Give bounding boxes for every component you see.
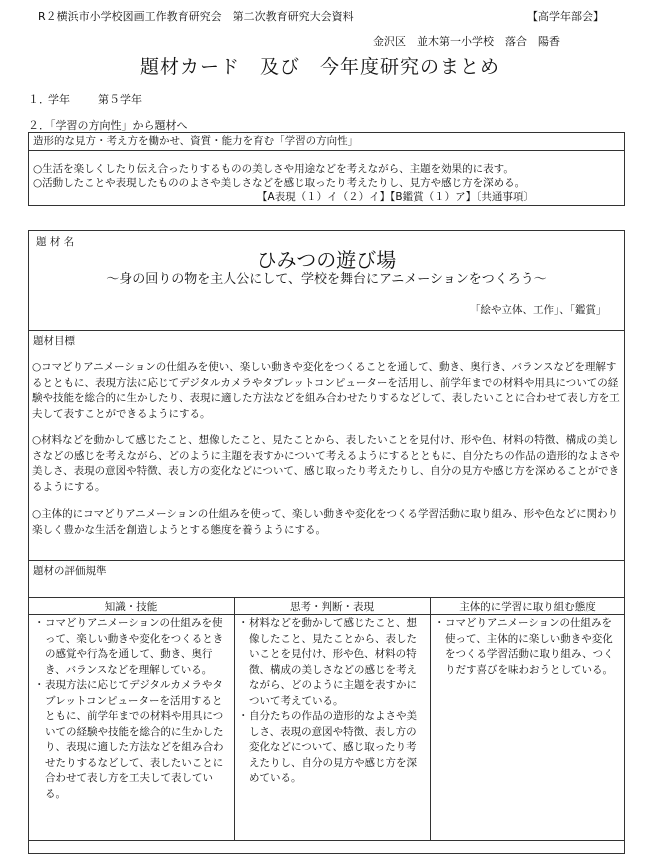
learning-direction-heading: 造形的な見方・考え方を働かせ、資質・能力を育む「学習の方向性」 xyxy=(33,135,359,147)
eval-header-thinking: 思考・判断・表現 xyxy=(290,601,374,613)
section1-number: １． xyxy=(28,93,50,106)
division-label: 【高学年部会】 xyxy=(527,10,604,23)
goal-paragraph: ○材料などを動かして感じたこと、想像したこと、見たことから、表したいことを見付け、形や色、材料の特徴、構成の美しさなどの感じを考えながら、どのように主題を表すかについて考えるようにするとともに、自分たちの作品の造形的なよさや美しさ、表現の意図や特徴、表し方の変化などについて、感じ取ったり考えたりし、自分の見方や感じ方を深めることができるようにする。 xyxy=(32,434,620,493)
eval-col-divider xyxy=(234,597,235,840)
theme-category: 「絵や立体、工作」、「鑑賞」 xyxy=(470,304,607,316)
direction-item: ○活動したことや表現したもののよさや美しさなどを感じ取ったり考えたりし、見方や感じ方を深める。 xyxy=(33,177,526,189)
learning-direction-divider xyxy=(28,150,625,151)
eval-item: ・ コマどりアニメーションの仕組みを使って、主体的に楽しい動きや変化をつくる学習活動に取り組み、つくりだす喜びを味わおうとしている。 xyxy=(436,616,620,678)
eval-item: ・ コマどりアニメーションの仕組みを使って、楽しい動きや変化をつくるときの感覚や行為を通して、動き、奥行き、バランスなどを理解している。 xyxy=(36,616,230,678)
eval-item: ・ 材料などを動かして感じたこと、想像したこと、見たことから、表したいことを見付け、形や色、材料の特徴、構成の美しさなどの感じを考えながら、どのように主題を表すかについて考えている。 xyxy=(240,616,426,709)
eval-cell-attitude xyxy=(436,616,620,678)
eval-cell-thinking xyxy=(240,616,426,787)
direction-item: ○生活を楽しくしたり伝え合ったりするものの美しさや用途などを考えながら、主題を効果的に表す。 xyxy=(33,163,514,175)
conference-title: R２横浜市小学校図画工作教育研究会 第二次教育研究大会資料 xyxy=(38,10,354,23)
eval-item: ・ 表現方法に応じてデジタルカメラやタブレットコンピューターを活用するとともに、前学年までの材料や用具についての経験や技能を総合的に生かしたり、表現に適した方法などを組み合わせたりするなどして、表したいことに合わせて表し方を工夫して表している。 xyxy=(36,678,230,802)
theme-title: ひみつの遊び場 xyxy=(256,248,397,272)
eval-header-attitude: 主体的に学習に取り組む態度 xyxy=(459,601,596,613)
eval-label: 題材の評価規準 xyxy=(33,565,107,577)
theme-name-label: 題 材 名 xyxy=(36,236,75,248)
eval-cell-knowledge xyxy=(36,616,230,802)
eval-header-knowledge: 知識・技能 xyxy=(104,601,158,613)
section1-label: 学年 xyxy=(48,93,70,106)
eval-col-divider xyxy=(430,597,431,840)
author-line: 金沢区 並木第一小学校 落合 陽香 xyxy=(373,35,560,48)
page-title: 題材カード 及び 今年度研究のまとめ xyxy=(140,56,501,78)
grade-value: 第５学年 xyxy=(98,93,142,106)
goal-paragraph: ○主体的にコマどりアニメーションの仕組みを使って、楽しい動きや変化をつくる学習活動に取り組み、形や色などに関わり楽しく豊かな生活を創造しようとする態度を養うようにする。 xyxy=(32,508,619,536)
eval-divider xyxy=(28,560,625,561)
eval-item: ・ 自分たちの作品の造形的なよさや美しさ、表現の意図や特徴、表し方の変化などについて、感じ取ったり考えたりし、自分の見方や感じ方を深めている。 xyxy=(240,709,426,787)
goals-label: 題材目標 xyxy=(33,335,75,347)
eval-table-top xyxy=(28,597,625,598)
curriculum-reference: 【A表現（１）イ（２）イ】【B鑑賞（１）ア】〔共通事項〕 xyxy=(257,191,534,203)
eval-table-bottom xyxy=(28,840,625,841)
goal-paragraph: ○コマどりアニメーションの仕組みを使い、楽しい動きや変化をつくることを通して、動き、奥行き、バランスなどを理解するとともに、表現方法に応じてデジタルカメラやタブレットコンピューターを活用し、前学年までの材料や用具についての経験や技能を総合的に生かしたり、表現に適した方法などを組み合わせたりするなどして、表したいことに合わせて表し方を工夫して表すことができるようにする。 xyxy=(32,361,620,420)
theme-subtitle: ～身の回りの物を主人公にして、学校を舞台にアニメーションをつくろう～ xyxy=(106,272,547,287)
goals-divider xyxy=(28,330,625,331)
section2-label: ２．「学習の方向性」から題材へ xyxy=(28,119,188,132)
